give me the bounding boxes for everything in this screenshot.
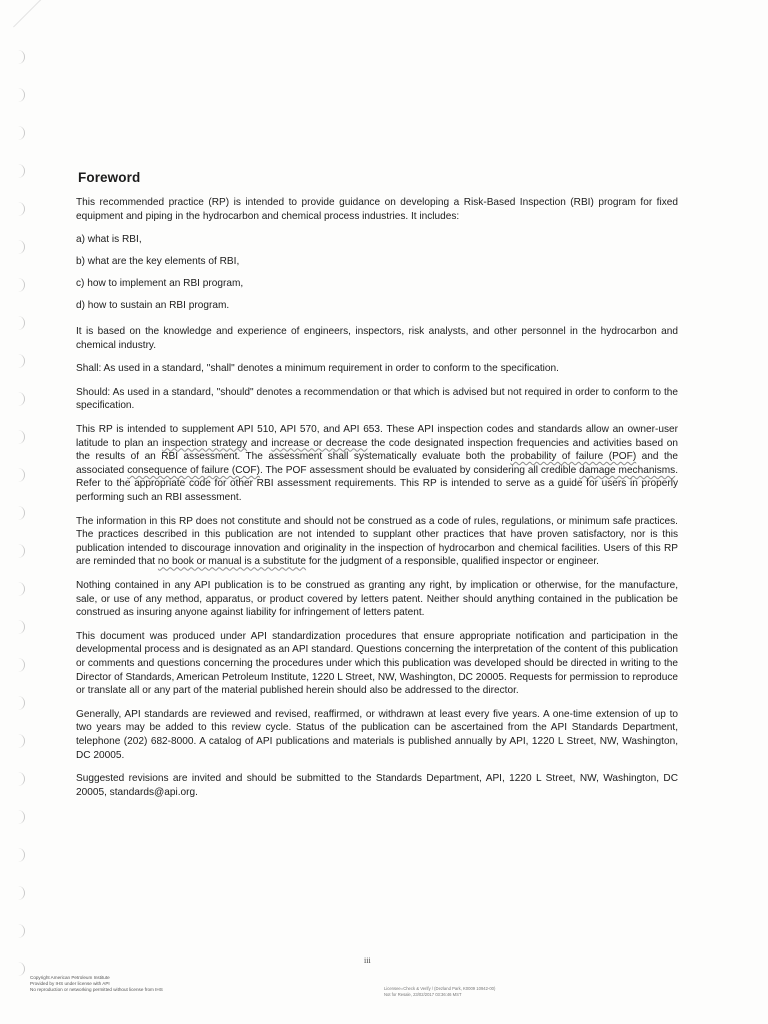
intro-paragraph: This recommended practice (RP) is intended to provide guidance on developing a Risk-Based Inspection (RBI) program for fixed equipment and piping in the hydrocarbon and chemical process industries. It includes: [76, 197, 678, 222]
binder-hole [14, 810, 25, 824]
list-item-b: b) what are the key elements of RBI, [76, 256, 240, 268]
footer-line: Not for Resale, 23/02/2017 03:36:46 MST [384, 992, 462, 997]
footer-line: No reproduction or networking permitted without license from IHS [30, 987, 163, 993]
footer-line: Provided by IHS under license with API [30, 981, 110, 987]
binder-hole [14, 278, 25, 292]
binder-hole [14, 696, 25, 710]
binder-hole [14, 848, 25, 862]
text-run: for the judgment of a responsible, qualified inspector or engineer. [306, 556, 599, 568]
standardization-paragraph: This document was produced under API standardization procedures that ensure appropriate notification and participation in the developmental process and is designated as an API standard. Questions concerning the interpretation of the content of this publication or comments and questions concerning the procedures under which this publication was developed should be directed in writing to the Director of Standards, American Petroleum Institute, 1220 L Street, NW, Washington, DC 20005. Requests for permission to reproduce or translate all or any part of the material published herein should also be addressed to the director. [76, 630, 678, 697]
binder-holes [14, 50, 34, 1000]
binder-hole [14, 468, 25, 482]
binder-hole [14, 582, 25, 596]
footer-line: Licensee=Check & Verify / (Dezland Park, K0009 10942-00) [384, 986, 496, 991]
binder-hole [14, 126, 25, 140]
binder-hole [14, 658, 25, 672]
binder-hole [14, 164, 25, 178]
binder-hole [14, 430, 25, 444]
binder-hole [14, 924, 25, 938]
should-definition: Should: As used in a standard, "should" denotes a recommendation or that which is advised but not required in order to conform to the specification. [76, 386, 678, 412]
handwritten-underline-increase-decrease: increase or decrease [271, 437, 368, 449]
handwritten-underline-substitute: no book or manual is a substitute [157, 556, 307, 568]
page-number: iii [364, 956, 371, 965]
binder-hole [14, 202, 25, 216]
copyright-footer [30, 975, 163, 994]
list-item-d: d) how to sustain an RBI program. [76, 300, 230, 312]
handwritten-underline-inspection-strategy: inspection strategy [162, 437, 248, 449]
binder-hole [14, 506, 25, 520]
text-run: and [247, 437, 272, 449]
handwritten-underline-cof: consequence of failure (COF) [127, 464, 260, 476]
supplement-paragraph [76, 423, 678, 505]
binder-hole [14, 240, 25, 254]
binder-hole [14, 962, 25, 976]
binder-hole [14, 392, 25, 406]
handwritten-underline-pof: probability of failure (POF) [510, 451, 637, 463]
list-item-a: a) what is RBI, [76, 234, 142, 246]
binder-hole [14, 772, 25, 786]
information-paragraph [76, 515, 678, 569]
patent-paragraph: Nothing contained in any API publication is to be construed as granting any right, by implication or otherwise, for the manufacture, sale, or use of any method, apparatus, or product covered by letters patent. Neither should anything contained in the publication be construed as insuring anyone against liability for infringement of letters patent. [76, 579, 678, 619]
binder-hole [14, 88, 25, 102]
revisions-paragraph: Suggested revisions are invited and should be submitted to the Standards Department, API, 1220 L Street, NW, Washington, DC 20005, standards@api.org. [76, 773, 678, 798]
shall-definition: Shall: As used in a standard, "shall" denotes a minimum requirement in order to conform to the specification. [76, 363, 559, 375]
review-cycle-paragraph: Generally, API standards are reviewed and revised, reaffirmed, or withdrawn at least every five years. A one-time extension of up to two years may be added to this review cycle. Status of the publication can be ascertained from the API Standards Department, telephone (202) 682-8000. A catalog of API publications and materials is published annually by API, 1220 L Street, NW, Washington, DC 20005. [76, 708, 678, 761]
binder-hole [14, 886, 25, 900]
binder-hole [14, 50, 25, 64]
footer-line: Copyright American Petroleum Institute [30, 975, 110, 980]
licensee-footer [384, 986, 495, 998]
foreword-section [76, 170, 678, 809]
text-run: and the associated [76, 451, 678, 476]
page-corner-fold [0, 0, 42, 27]
list-item-c: c) how to implement an RBI program, [76, 278, 244, 290]
text-run: The information in this RP does not constitute and should not be construed as a code of rules, regulations, or minimum safe practices. The practices described in this publication are not intended to supplant other practices that have proven satisfactory, nor is this publication intended to discourage innovation and originality in the inspection of hydrocarbon and chemical facilities. Users of this RP are reminded that [76, 515, 678, 568]
text-run: the code designated inspection frequencies and activities based on the results of an RBI assessment. The assessment shall systematically evaluate both the [76, 437, 678, 463]
binder-hole [14, 316, 25, 330]
basis-paragraph: It is based on the knowledge and experience of engineers, inspectors, risk analysts, and other personnel in the hydrocarbon and chemical industry. [76, 326, 678, 351]
binder-hole [14, 734, 25, 748]
text-run: . The POF assessment should be evaluated by considering all credible [259, 464, 580, 476]
handwritten-underline-damage-mechanisms: damage mechanisms [579, 464, 676, 476]
binder-hole [14, 354, 25, 368]
text-run: . Refer to the appropriate code for other RBI assessment requirements. This RP is intended to serve as a guide for users in properly performing such an RBI assessment. [76, 464, 679, 503]
foreword-heading: Foreword [78, 170, 141, 185]
text-run: This RP is intended to supplement API 510, API 570, and API 653. These API inspection codes and standards allow an owner-user latitude to plan an [76, 424, 678, 449]
binder-hole [14, 620, 25, 634]
binder-hole [14, 544, 25, 558]
